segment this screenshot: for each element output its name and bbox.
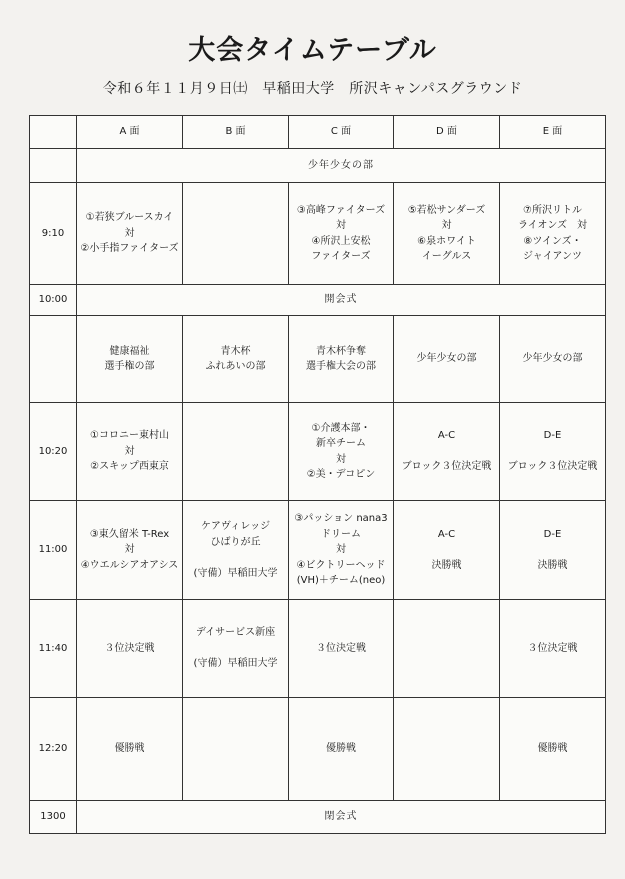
match-1140-b: デイサービス新座 (守備）早稲田大学 (183, 600, 289, 698)
court-header-b: B 面 (183, 116, 289, 149)
match-1140-c: ３位決定戦 (289, 600, 394, 698)
time-1220: 12:20 (30, 698, 77, 801)
court-header-e: E 面 (500, 116, 606, 149)
opening-ceremony: 開会式 (77, 285, 606, 316)
time-0910: 9:10 (30, 183, 77, 285)
match-1220-c: 優勝戦 (289, 698, 394, 801)
match-1140-a: ３位決定戦 (77, 600, 183, 698)
time-1020: 10:20 (30, 403, 77, 501)
time-cell-empty (30, 149, 77, 183)
match-1140-d (394, 600, 500, 698)
table-row (30, 600, 606, 698)
corner-cell (30, 116, 77, 149)
court-header-d: D 面 (394, 116, 500, 149)
match-1220-d (394, 698, 500, 801)
match-0910-d: ⑤若松サンダーズ 対 ⑥泉ホワイト イーグルス (394, 183, 500, 285)
table-row (30, 501, 606, 600)
match-0910-e: ⑦所沢リトル ライオンズ 対 ⑧ツインズ・ ジャイアンツ (500, 183, 606, 285)
match-1220-e: 優勝戦 (500, 698, 606, 801)
timetable (29, 115, 606, 834)
match-1220-a: 優勝戦 (77, 698, 183, 801)
court-header-a: A 面 (77, 116, 183, 149)
match-0910-c: ③高峰ファイターズ 対 ④所沢上安松 ファイターズ (289, 183, 394, 285)
table-row (30, 183, 606, 285)
division-e: 少年少女の部 (500, 316, 606, 403)
match-1220-b (183, 698, 289, 801)
event-date-venue: 令和６年１１月９日㈯ 早稲田大学 所沢キャンパスグラウンド (102, 81, 523, 97)
closing-row (30, 801, 606, 834)
match-1100-d: A-C 決勝戦 (394, 501, 500, 600)
division-a: 健康福祉 選手権の部 (77, 316, 183, 403)
match-1100-c: ③パッション nana3 ドリーム 対 ④ビクトリーヘッド (VH)＋チーム(neo) (289, 501, 394, 600)
time-1000: 10:00 (30, 285, 77, 316)
header-row (30, 116, 606, 149)
time-cell-empty (30, 316, 77, 403)
opening-row (30, 285, 606, 316)
division-b: 青木杯 ふれあいの部 (183, 316, 289, 403)
match-0910-a: ①若狭ブルースカイ 対 ②小手指ファイターズ (77, 183, 183, 285)
time-1140: 11:40 (30, 600, 77, 698)
court-header-c: C 面 (289, 116, 394, 149)
division-d: 少年少女の部 (394, 316, 500, 403)
match-1100-a: ③東久留米 T-Rex 対 ④ウエルシアオアシス (77, 501, 183, 600)
match-1020-c: ①介護本部・ 新卒チーム 対 ②美・デコピン (289, 403, 394, 501)
page-title: 大会タイムテーブル (188, 35, 437, 66)
section-boys-girls: 少年少女の部 (77, 149, 606, 183)
match-1020-d: A-C ブロック３位決定戦 (394, 403, 500, 501)
match-0910-b (183, 183, 289, 285)
table-row (30, 403, 606, 501)
table-row (30, 698, 606, 801)
match-1100-e: D-E 決勝戦 (500, 501, 606, 600)
closing-ceremony: 閉会式 (77, 801, 606, 834)
match-1100-b: ケアヴィレッジ ひばりが丘 (守備）早稲田大学 (183, 501, 289, 600)
division-c: 青木杯争奪 選手権大会の部 (289, 316, 394, 403)
section-row-boys-girls (30, 149, 606, 183)
match-1020-e: D-E ブロック３位決定戦 (500, 403, 606, 501)
match-1140-e: ３位決定戦 (500, 600, 606, 698)
match-1020-a: ①コロニー東村山 対 ②スキップ西東京 (77, 403, 183, 501)
division-row (30, 316, 606, 403)
time-1300: 1300 (30, 801, 77, 834)
time-1100: 11:00 (30, 501, 77, 600)
match-1020-b (183, 403, 289, 501)
